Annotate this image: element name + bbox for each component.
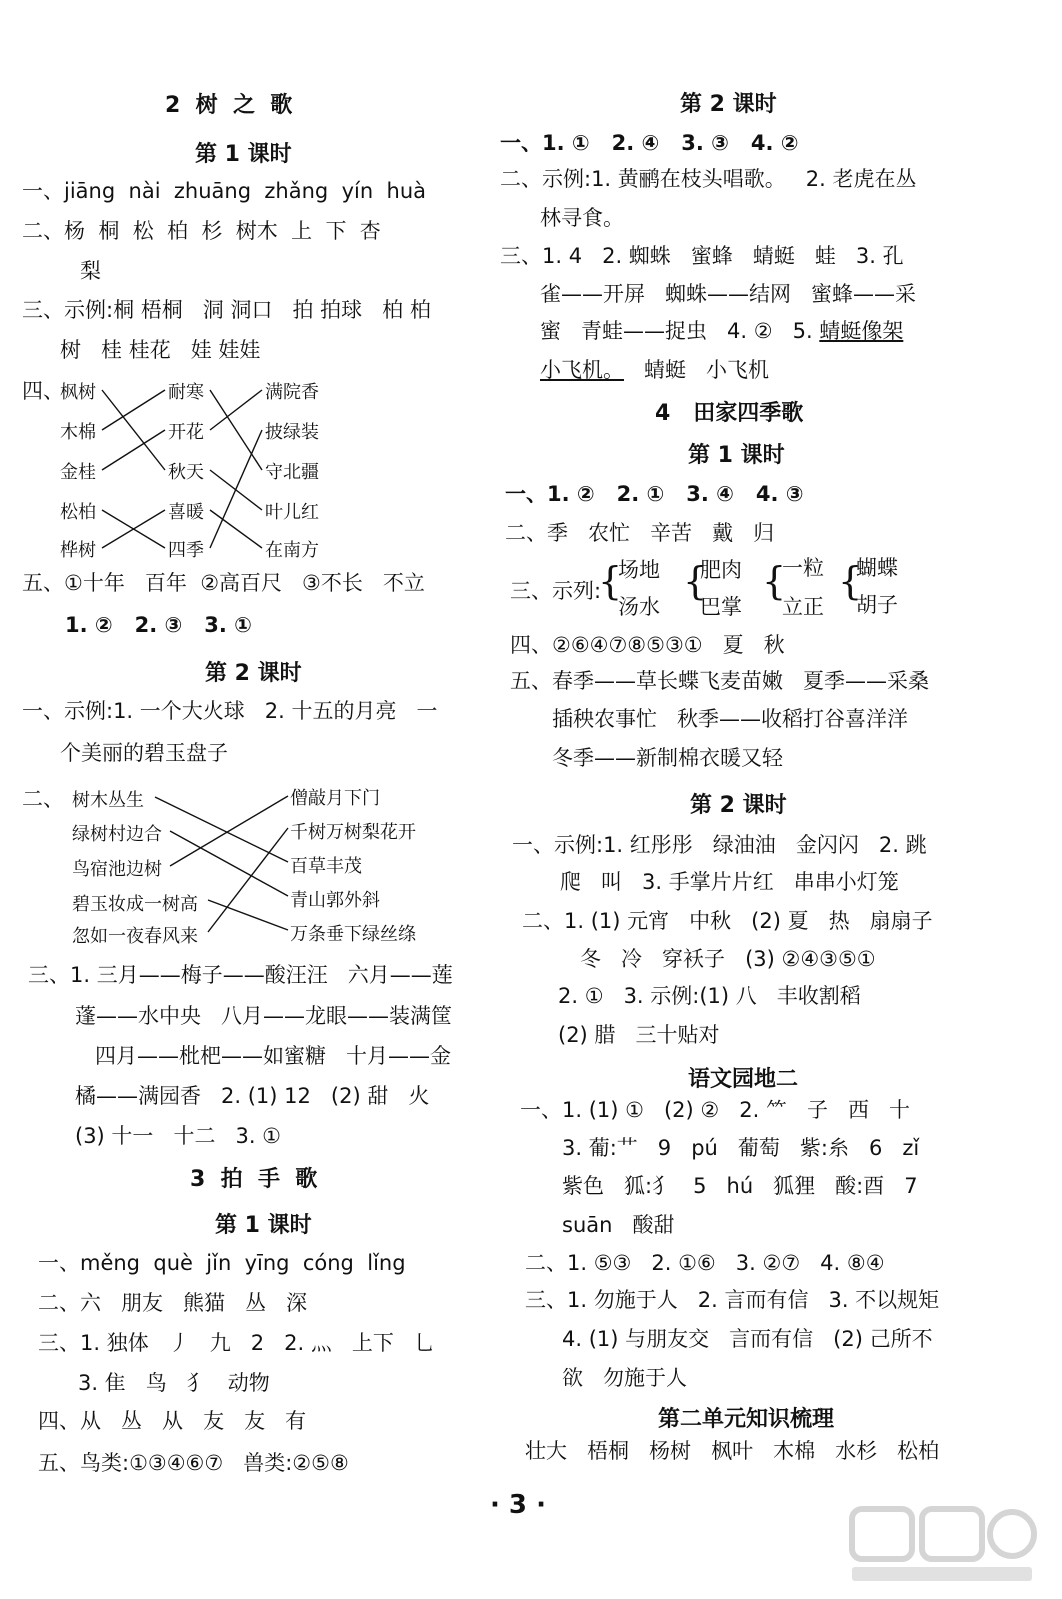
match-left-item: 绿树村边合 [72, 824, 162, 845]
l4k2-q1-line2: 爬 叫 3. 手掌片片红 串串小灯笼 [560, 870, 899, 894]
l3-q3-line2: 3. 隹 鸟 犭 动物 [78, 1371, 270, 1395]
l4k2-q2-line4: (2) 腊 三十贴对 [558, 1023, 720, 1047]
garden-q3-line3: 欲 勿施于人 [562, 1366, 688, 1390]
match-mid-item: 四季 [168, 540, 204, 561]
match-right-item: 青山郭外斜 [290, 890, 380, 911]
lesson3-period1-heading: 第 1 课时 [215, 1213, 312, 1238]
unit-review-line: 壮大 梧桐 杨树 枫叶 木棉 水杉 松柏 [525, 1439, 940, 1463]
l3-q3-line1: 三、1. 独体 丿 九 2 2. 灬 上下 乚 [38, 1331, 435, 1355]
pair-item: 蝴蝶 [856, 556, 898, 580]
pair-item: 肥肉 [700, 558, 742, 582]
l2-q2-line2: 梨 [80, 259, 101, 283]
match-right-item: 在南方 [265, 540, 319, 561]
match-right-item: 叶儿红 [265, 502, 319, 523]
match-left-item: 木棉 [60, 422, 96, 443]
lesson3-period2-heading: 第 2 课时 [680, 92, 777, 117]
match-mid-item: 耐寒 [168, 382, 204, 403]
match-left-item: 忽如一夜春风来 [72, 926, 198, 947]
l4k2-q2-line2: 冬 冷 穿袄子 (3) ②④③⑤① [580, 947, 876, 971]
pair-item: 汤水 [618, 595, 660, 619]
garden-q3-line1: 三、1. 勿施于人 2. 言而有信 3. 不以规矩 [525, 1288, 940, 1312]
l2k2-q1-line1: 一、示例:1. 一个大火球 2. 十五的月亮 一 [22, 699, 438, 723]
garden-q1-line1: 一、1. (1) ① (2) ② 2. ⺮ 子 西 十 [520, 1098, 911, 1122]
match-right-item: 千树万树梨花开 [290, 822, 416, 843]
match-mid-item: 喜暖 [168, 502, 204, 523]
l4-q4: 四、②⑥④⑦⑧⑤③① 夏 秋 [510, 633, 785, 657]
garden-q3-line2: 4. (1) 与朋友交 言而有信 (2) 己所不 [562, 1327, 933, 1351]
pair-item: 一粒 [782, 556, 824, 580]
l2-q4-label: 四、 [22, 379, 64, 403]
match-right-item: 守北疆 [265, 462, 319, 483]
lesson2-period1-heading: 第 1 课时 [195, 142, 292, 167]
brace-icon: { [762, 559, 787, 603]
l3k2-q3-line3-text: 蜜 青蛙——捉虫 4. ② 5. [540, 319, 820, 343]
l4-q2: 二、季 农忙 辛苦 戴 归 [505, 521, 775, 545]
garden-q2: 二、1. ⑤③ 2. ①⑥ 3. ②⑦ 4. ⑧④ [525, 1251, 885, 1275]
l4-q1: 一、1. ② 2. ① 3. ④ 4. ③ [505, 482, 804, 506]
match-left-item: 桦树 [60, 540, 96, 561]
l2-q5-line2: 1. ② 2. ③ 3. ① [65, 613, 252, 637]
brace-icon: { [683, 559, 708, 603]
l4-q3-label: 三、示列: [510, 579, 602, 603]
l2k2-q3-line2: 蓬——水中央 八月——龙眼——装满筐 [75, 1004, 453, 1028]
l4-q5-line2: 插秧农事忙 秋季——收稻打谷喜洋洋 [552, 707, 909, 731]
match-left-item: 松柏 [60, 502, 96, 523]
brace-icon: { [838, 559, 863, 603]
l4-q5-line3: 冬季——新制棉衣暖又轻 [552, 746, 783, 770]
garden-q1-line4: suān 酸甜 [562, 1213, 675, 1237]
l4-q5-line1: 五、春季——草长蝶飞麦苗嫩 夏季——采桑 [510, 669, 930, 693]
garden-q1-line3: 紫色 狐:犭 5 hú 狐狸 酸:酉 7 [562, 1174, 918, 1198]
underlined-answer: 小飞机。 [540, 358, 624, 382]
lesson2-period2-heading: 第 2 课时 [205, 661, 302, 686]
l3k2-q3-line4 [540, 357, 769, 383]
match-left-item: 鸟宿池边树 [72, 859, 162, 880]
l2k2-q3-line5: (3) 十一 十二 3. ① [75, 1124, 282, 1148]
l3k2-q3-line4-text: 蜻蜓 小飞机 [624, 358, 770, 382]
lesson4-period2-heading: 第 2 课时 [690, 793, 787, 818]
l2k2-q3-line4: 橘——满园香 2. (1) 12 (2) 甜 火 [75, 1084, 430, 1108]
l4k2-q2-line1: 二、1. (1) 元宵 中秋 (2) 夏 热 扇扇子 [522, 909, 933, 933]
lesson4-period1-heading: 第 1 课时 [688, 443, 785, 468]
match-right-item: 满院香 [265, 382, 319, 403]
match-left-item: 金桂 [60, 462, 96, 483]
l2-q5-line1: 五、①十年 百年 ②高百尺 ③不长 不立 [22, 571, 425, 595]
match-right-item: 百草丰茂 [290, 856, 362, 877]
l2k2-q2-label: 二、 [22, 787, 64, 811]
pair-item: 胡子 [856, 593, 898, 617]
pair-item: 巴掌 [700, 595, 742, 619]
watermark-logo [842, 1499, 1042, 1589]
l2k2-q1-line2: 个美丽的碧玉盘子 [60, 741, 228, 765]
l3k2-q2-line2: 林寻食。 [540, 206, 624, 230]
match-right-item: 僧敲月下门 [290, 788, 380, 809]
match-right-item: 万条垂下绿丝绦 [290, 924, 416, 945]
l2-q3-line1: 三、示例:桐 梧桐 洞 洞口 拍 拍球 柏 柏 [22, 298, 431, 322]
l3k2-q2-line1: 二、示例:1. 黄鹂在枝头唱歌。 2. 老虎在丛 [500, 167, 917, 191]
l3-q5: 五、鸟类:①③④⑥⑦ 兽类:②⑤⑧ [38, 1451, 349, 1475]
underlined-answer: 蜻蜓像架 [819, 319, 904, 343]
page-number: · 3 · [490, 1490, 546, 1520]
match-right-item: 披绿装 [265, 422, 319, 443]
l2k2-q3-line1: 三、1. 三月——梅子——酸汪汪 六月——莲 [28, 963, 453, 987]
match-left-item: 枫树 [60, 382, 96, 403]
l4k2-q1-line1: 一、示例:1. 红彤彤 绿油油 金闪闪 2. 跳 [512, 833, 927, 857]
l3-q4: 四、从 丛 从 友 友 有 [38, 1409, 307, 1433]
match-left-item: 树木丛生 [72, 790, 144, 811]
l2-q2-line1: 二、杨 桐 松 柏 杉 树木 上 下 杏 [22, 219, 381, 243]
match-mid-item: 秋天 [168, 462, 204, 483]
lesson3-title: 3 拍 手 歌 [190, 1167, 318, 1192]
lesson4-title: 4 田家四季歌 [655, 401, 804, 426]
l3k2-q1: 一、1. ① 2. ④ 3. ③ 4. ② [500, 131, 799, 155]
match-left-item: 碧玉妆成一树高 [72, 894, 198, 915]
l4k2-q2-line3: 2. ① 3. 示例:(1) 八 丰收割稻 [558, 984, 861, 1008]
match-mid-item: 开花 [168, 422, 204, 443]
l2-q1: 一、jiāng nài zhuāng zhǎng yín huà [22, 179, 426, 203]
l3-q1: 一、měng què jǐn yīng cóng lǐng [38, 1251, 406, 1275]
pair-item: 立正 [782, 595, 824, 619]
garden-q1-line2: 3. 葡:艹 9 pú 葡萄 紫:糸 6 zǐ [562, 1136, 920, 1160]
pair-item: 场地 [618, 558, 660, 582]
garden-title: 语文园地二 [688, 1067, 799, 1092]
l2k2-q3-line3: 四月——枇杷——如蜜糖 十月——金 [95, 1044, 452, 1068]
l3k2-q3-line1: 三、1. 4 2. 蜘蛛 蜜蜂 蜻蜓 蛙 3. 孔 [500, 244, 904, 268]
brace-icon: { [598, 559, 623, 603]
l3k2-q3-line3 [540, 318, 903, 344]
l2-q3-line2: 树 桂 桂花 娃 娃娃 [60, 338, 261, 362]
l3-q2: 二、六 朋友 熊猫 丛 深 [38, 1291, 308, 1315]
unit-review-title: 第二单元知识梳理 [658, 1407, 835, 1432]
lesson2-title: 2 树 之 歌 [165, 93, 293, 118]
l3k2-q3-line2: 雀——开屏 蜘蛛——结网 蜜蜂——采 [540, 282, 917, 306]
